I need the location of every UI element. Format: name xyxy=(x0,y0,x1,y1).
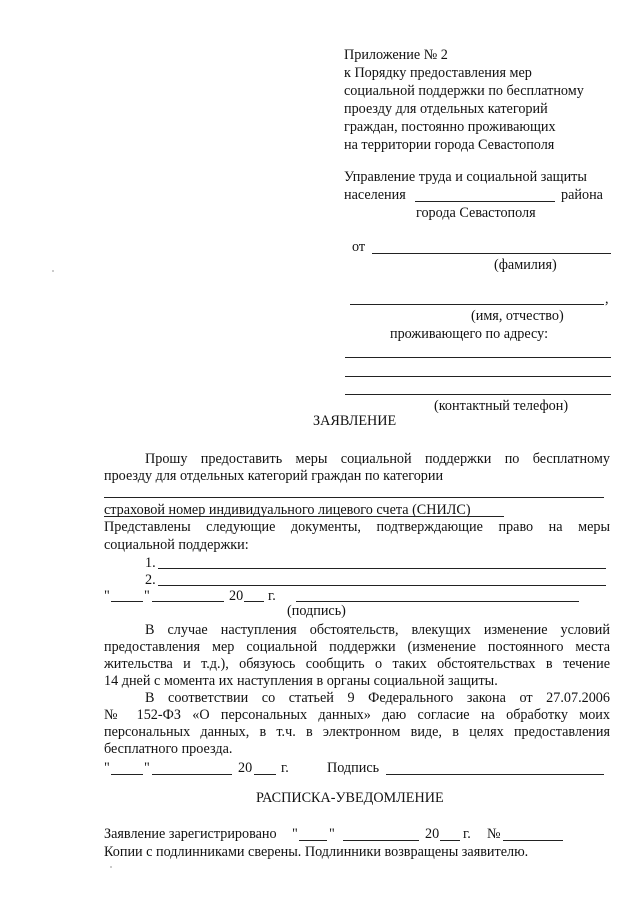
consent-line: № 152-ФЗ «О персональных данных» даю согласие на обработку моих xyxy=(104,707,610,723)
document-item-blank[interactable] xyxy=(158,585,606,586)
from-label: от xyxy=(352,239,366,255)
snils-underline[interactable] xyxy=(104,516,504,517)
address-blank-1[interactable] xyxy=(345,357,611,358)
reg-number-blank[interactable] xyxy=(503,840,563,841)
surname-caption: (фамилия) xyxy=(494,257,557,273)
name-caption: (имя, отчество) xyxy=(471,308,564,324)
reg-day-blank[interactable] xyxy=(299,840,327,841)
signature-blank[interactable] xyxy=(296,601,579,602)
date-year-prefix: 20 xyxy=(238,760,253,776)
date-month-blank[interactable] xyxy=(152,774,232,775)
date-open-quote: " xyxy=(104,588,110,604)
address-blank-2[interactable] xyxy=(345,376,611,377)
date-year-blank[interactable] xyxy=(244,601,264,602)
reg-year-blank[interactable] xyxy=(440,840,460,841)
reg-month-blank[interactable] xyxy=(343,840,419,841)
snils-caption: страховой номер индивидуального лицевого счета (СНИЛС) xyxy=(104,502,471,518)
surname-blank[interactable] xyxy=(372,253,611,254)
appendix-title: Приложение № 2 xyxy=(344,47,448,63)
name-line-comma: , xyxy=(605,291,609,307)
date-year-suffix: г. xyxy=(281,760,289,776)
consent-line: бесплатного проезда. xyxy=(104,741,233,757)
consent-line: персональных данных, в т.ч. в электронном виде, в целях предоставления xyxy=(104,724,610,740)
number-sign: № xyxy=(487,826,501,842)
document-item-number: 1. xyxy=(145,555,156,571)
document-item-number: 2. xyxy=(145,572,156,588)
appendix-line: граждан, постоянно проживающих xyxy=(344,119,556,135)
date-year-prefix: 20 xyxy=(229,588,244,604)
reg-close-quote: " xyxy=(329,826,335,842)
documents-line: социальной поддержки: xyxy=(104,537,249,553)
date-year-suffix: г. xyxy=(268,588,276,604)
obligation-line: предоставления мер социальной поддержки (изменение постоянного места xyxy=(104,639,610,655)
address-label: проживающего по адресу: xyxy=(390,326,549,342)
documents-line: Представлены следующие документы, подтверждающие право на меры xyxy=(104,519,610,535)
reg-open-quote: " xyxy=(292,826,298,842)
receipt-title: РАСПИСКА-УВЕДОМЛЕНИЕ xyxy=(256,790,444,806)
reg-year-suffix: г. xyxy=(463,826,471,842)
document-item-blank[interactable] xyxy=(158,568,606,569)
registered-label: Заявление зарегистрировано xyxy=(104,826,277,842)
phone-caption: (контактный телефон) xyxy=(434,398,569,414)
addressee-line-end: района xyxy=(561,187,603,203)
date-month-blank[interactable] xyxy=(152,601,224,602)
phone-blank[interactable] xyxy=(345,394,611,395)
copies-line: Копии с подлинниками сверены. Подлинники возвращены заявителю. xyxy=(104,844,529,860)
addressee-city: города Севастополя xyxy=(416,205,536,221)
name-blank[interactable] xyxy=(350,304,604,305)
date-open-quote: " xyxy=(104,760,110,776)
signature-caption: (подпись) xyxy=(287,603,346,619)
obligation-line: жительства и т.д.), обязуюсь сообщить о таких обстоятельствах в течение xyxy=(104,656,610,672)
request-line: Прошу предоставить меры социальной поддержки по бесплатному xyxy=(145,451,610,467)
category-blank[interactable] xyxy=(104,497,604,498)
scan-speck xyxy=(110,866,112,868)
sign-blank[interactable] xyxy=(386,774,604,775)
district-blank[interactable] xyxy=(415,201,555,202)
appendix-line: проезду для отдельных категорий xyxy=(344,101,548,117)
scan-speck xyxy=(52,270,54,272)
request-line: проезду для отдельных категорий граждан по категории xyxy=(104,468,444,484)
addressee-line: Управление труда и социальной защиты xyxy=(344,169,587,185)
date-day-blank[interactable] xyxy=(111,601,143,602)
date-day-blank[interactable] xyxy=(111,774,143,775)
reg-year-prefix: 20 xyxy=(425,826,440,842)
consent-line: В соответствии со статьей 9 Федерального закона от 27.07.2006 xyxy=(145,690,610,706)
addressee-line-start: населения xyxy=(344,187,406,203)
appendix-line: на территории города Севастополя xyxy=(344,137,555,153)
date-year-blank[interactable] xyxy=(254,774,276,775)
obligation-line: 14 дней с момента их наступления в органы социальной защиты. xyxy=(104,673,498,689)
statement-title: ЗАЯВЛЕНИЕ xyxy=(313,413,397,429)
date-close-quote: " xyxy=(144,760,150,776)
date-close-quote: " xyxy=(144,588,150,604)
appendix-line: социальной поддержки по бесплатному xyxy=(344,83,584,99)
sign-label: Подпись xyxy=(327,760,380,776)
obligation-line: В случае наступления обстоятельств, влекущих изменение условий xyxy=(145,622,610,638)
appendix-line: к Порядку предоставления мер xyxy=(344,65,532,81)
